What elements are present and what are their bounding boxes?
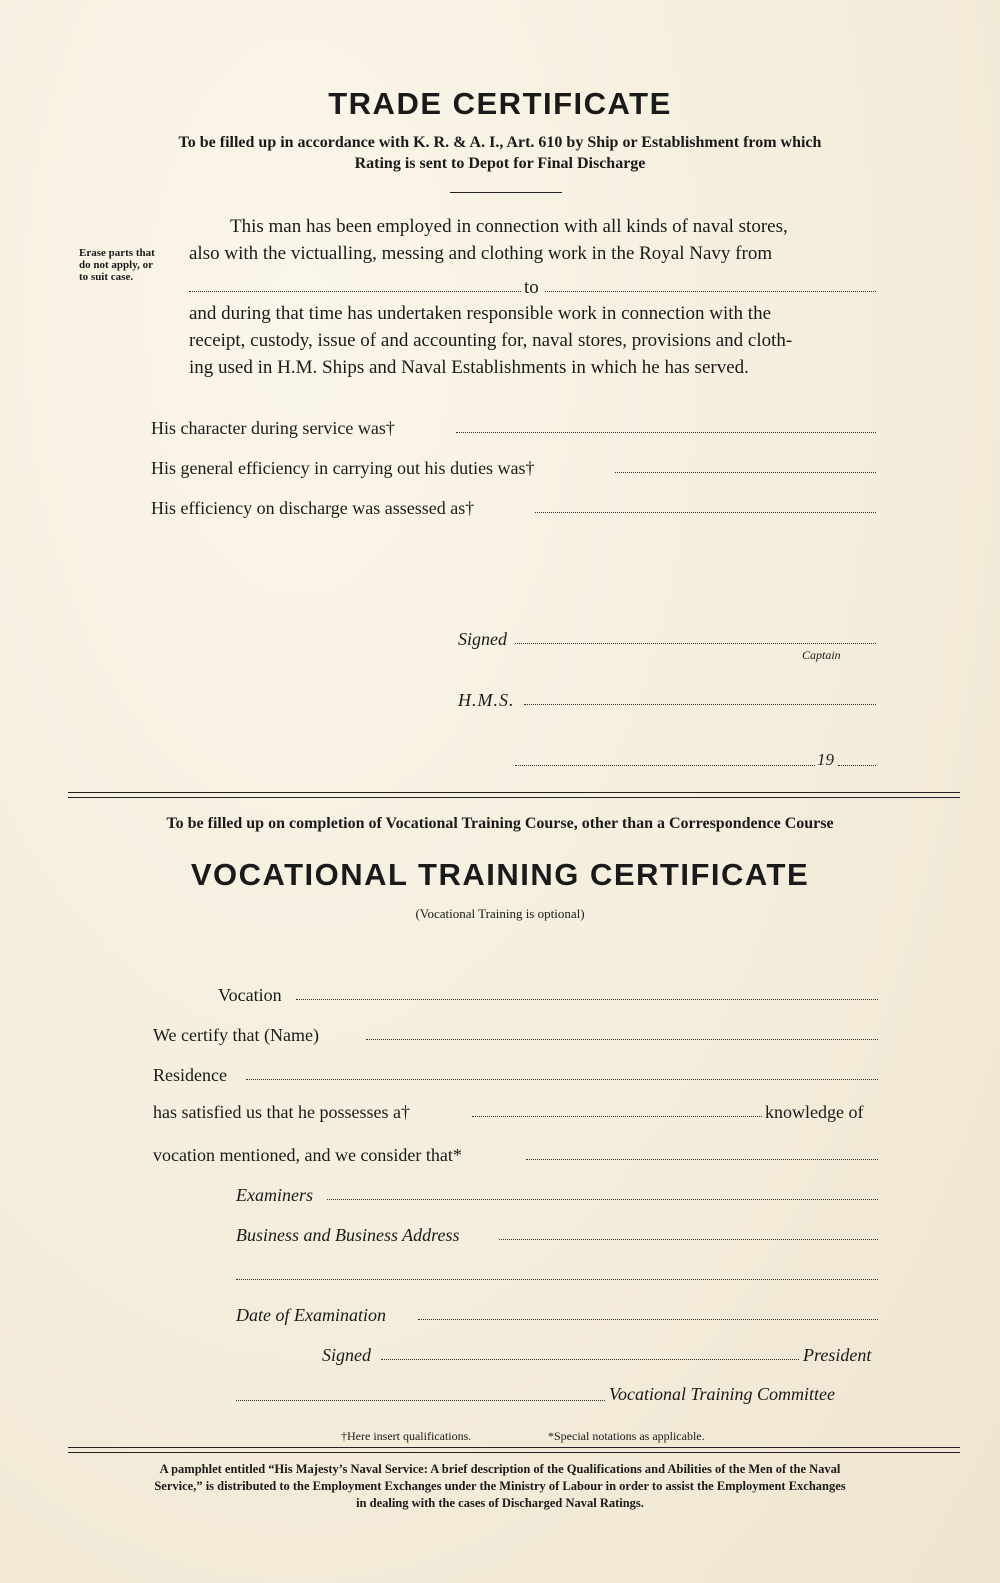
president-signed-label: Signed xyxy=(322,1345,371,1365)
employment-paragraph-line2: also with the victualling, messing and clothing work in the Royal Navy from xyxy=(189,243,773,264)
section-divider-top xyxy=(68,792,960,793)
captain-signature-field[interactable] xyxy=(515,643,876,644)
knowledge-label: knowledge of xyxy=(765,1102,864,1122)
efficiency-field[interactable] xyxy=(615,472,876,473)
vocation-field[interactable] xyxy=(296,999,878,1000)
footnote-qualifications: †Here insert qualifications. xyxy=(341,1429,472,1443)
footnote-special-notations: *Special notations as applicable. xyxy=(548,1429,705,1443)
discharge-efficiency-label: His efficiency on discharge was assessed as† xyxy=(151,498,475,518)
from-date-field[interactable] xyxy=(189,291,521,292)
trade-subtitle-line1: To be filled up in accordance with K. R. & A. I., Art. 610 by Ship or Establishment from which xyxy=(178,134,822,151)
examination-date-label: Date of Examination xyxy=(236,1305,386,1325)
footer-line1: A pamphlet entitled “His Majesty’s Naval Service: A brief description of the Qualifications and Abilities of the Men of the Naval xyxy=(159,1462,841,1476)
examiners-label: Examiners xyxy=(236,1185,313,1205)
president-signature-field[interactable] xyxy=(381,1359,799,1360)
character-field[interactable] xyxy=(456,432,876,433)
margin-note-line3: to suit case. xyxy=(79,271,134,283)
residence-label: Residence xyxy=(153,1065,227,1085)
footer-divider-top xyxy=(68,1447,960,1448)
examiners-field[interactable] xyxy=(327,1199,878,1200)
trade-subtitle-line2: Rating is sent to Depot for Final Discharge xyxy=(354,155,646,172)
year-label: 19 xyxy=(817,750,834,769)
to-date-field[interactable] xyxy=(545,291,876,292)
employment-paragraph-line5: ing used in H.M. Ships and Naval Establishments in which he has served. xyxy=(189,357,749,378)
business-address-field[interactable] xyxy=(499,1239,878,1240)
vocational-certificate-title: VOCATIONAL TRAINING CERTIFICATE xyxy=(190,857,810,892)
satisfied-label: has satisfied us that he possesses a† xyxy=(153,1102,410,1122)
footer-line2: Service,” is distributed to the Employment Exchanges under the Ministry of Labour in order to assist the Employment Exchanges xyxy=(154,1479,846,1493)
section-divider-bottom xyxy=(68,797,960,798)
hms-field[interactable] xyxy=(524,704,876,705)
trade-certificate-title: TRADE CERTIFICATE xyxy=(328,86,672,121)
vocational-intro: To be filled up on completion of Vocational Training Course, other than a Correspondence Course xyxy=(166,815,834,832)
vocational-subtitle: (Vocational Training is optional) xyxy=(415,906,585,921)
margin-note-line1: Erase parts that xyxy=(79,247,155,259)
signed-label: Signed xyxy=(458,629,507,649)
year-field[interactable] xyxy=(838,765,876,766)
to-label: to xyxy=(524,277,539,298)
consider-field[interactable] xyxy=(526,1159,878,1160)
character-label: His character during service was† xyxy=(151,418,395,438)
president-label: President xyxy=(803,1345,872,1365)
employment-paragraph-line4: receipt, custody, issue of and accounting for, naval stores, provisions and cloth- xyxy=(189,330,793,351)
discharge-efficiency-field[interactable] xyxy=(535,512,876,513)
committee-label: Vocational Training Committee xyxy=(609,1384,836,1404)
date-field[interactable] xyxy=(515,765,815,766)
hms-label: H.M.S. xyxy=(458,690,515,710)
residence-field[interactable] xyxy=(246,1079,878,1080)
efficiency-label: His general efficiency in carrying out his duties was† xyxy=(151,458,535,478)
footer-line3: in dealing with the cases of Discharged Naval Ratings. xyxy=(356,1496,644,1510)
business-address-label: Business and Business Address xyxy=(236,1225,460,1245)
captain-label: Captain xyxy=(802,648,841,662)
employment-paragraph-line1: This man has been employed in connection with all kinds of naval stores, xyxy=(230,216,788,237)
knowledge-level-field[interactable] xyxy=(472,1116,762,1117)
employment-paragraph-line3: and during that time has undertaken responsible work in connection with the xyxy=(189,303,771,324)
margin-note-line2: do not apply, or xyxy=(79,259,153,271)
footer-divider-bottom xyxy=(68,1452,960,1453)
name-field[interactable] xyxy=(366,1039,878,1040)
consider-label: vocation mentioned, and we consider that* xyxy=(153,1145,462,1165)
committee-signature-field[interactable] xyxy=(236,1400,605,1401)
title-divider xyxy=(450,192,562,193)
certify-name-label: We certify that (Name) xyxy=(153,1025,319,1045)
vocation-label: Vocation xyxy=(218,985,282,1005)
examination-date-field[interactable] xyxy=(418,1319,878,1320)
margin-note xyxy=(79,247,155,283)
business-address-field-2[interactable] xyxy=(236,1279,878,1280)
